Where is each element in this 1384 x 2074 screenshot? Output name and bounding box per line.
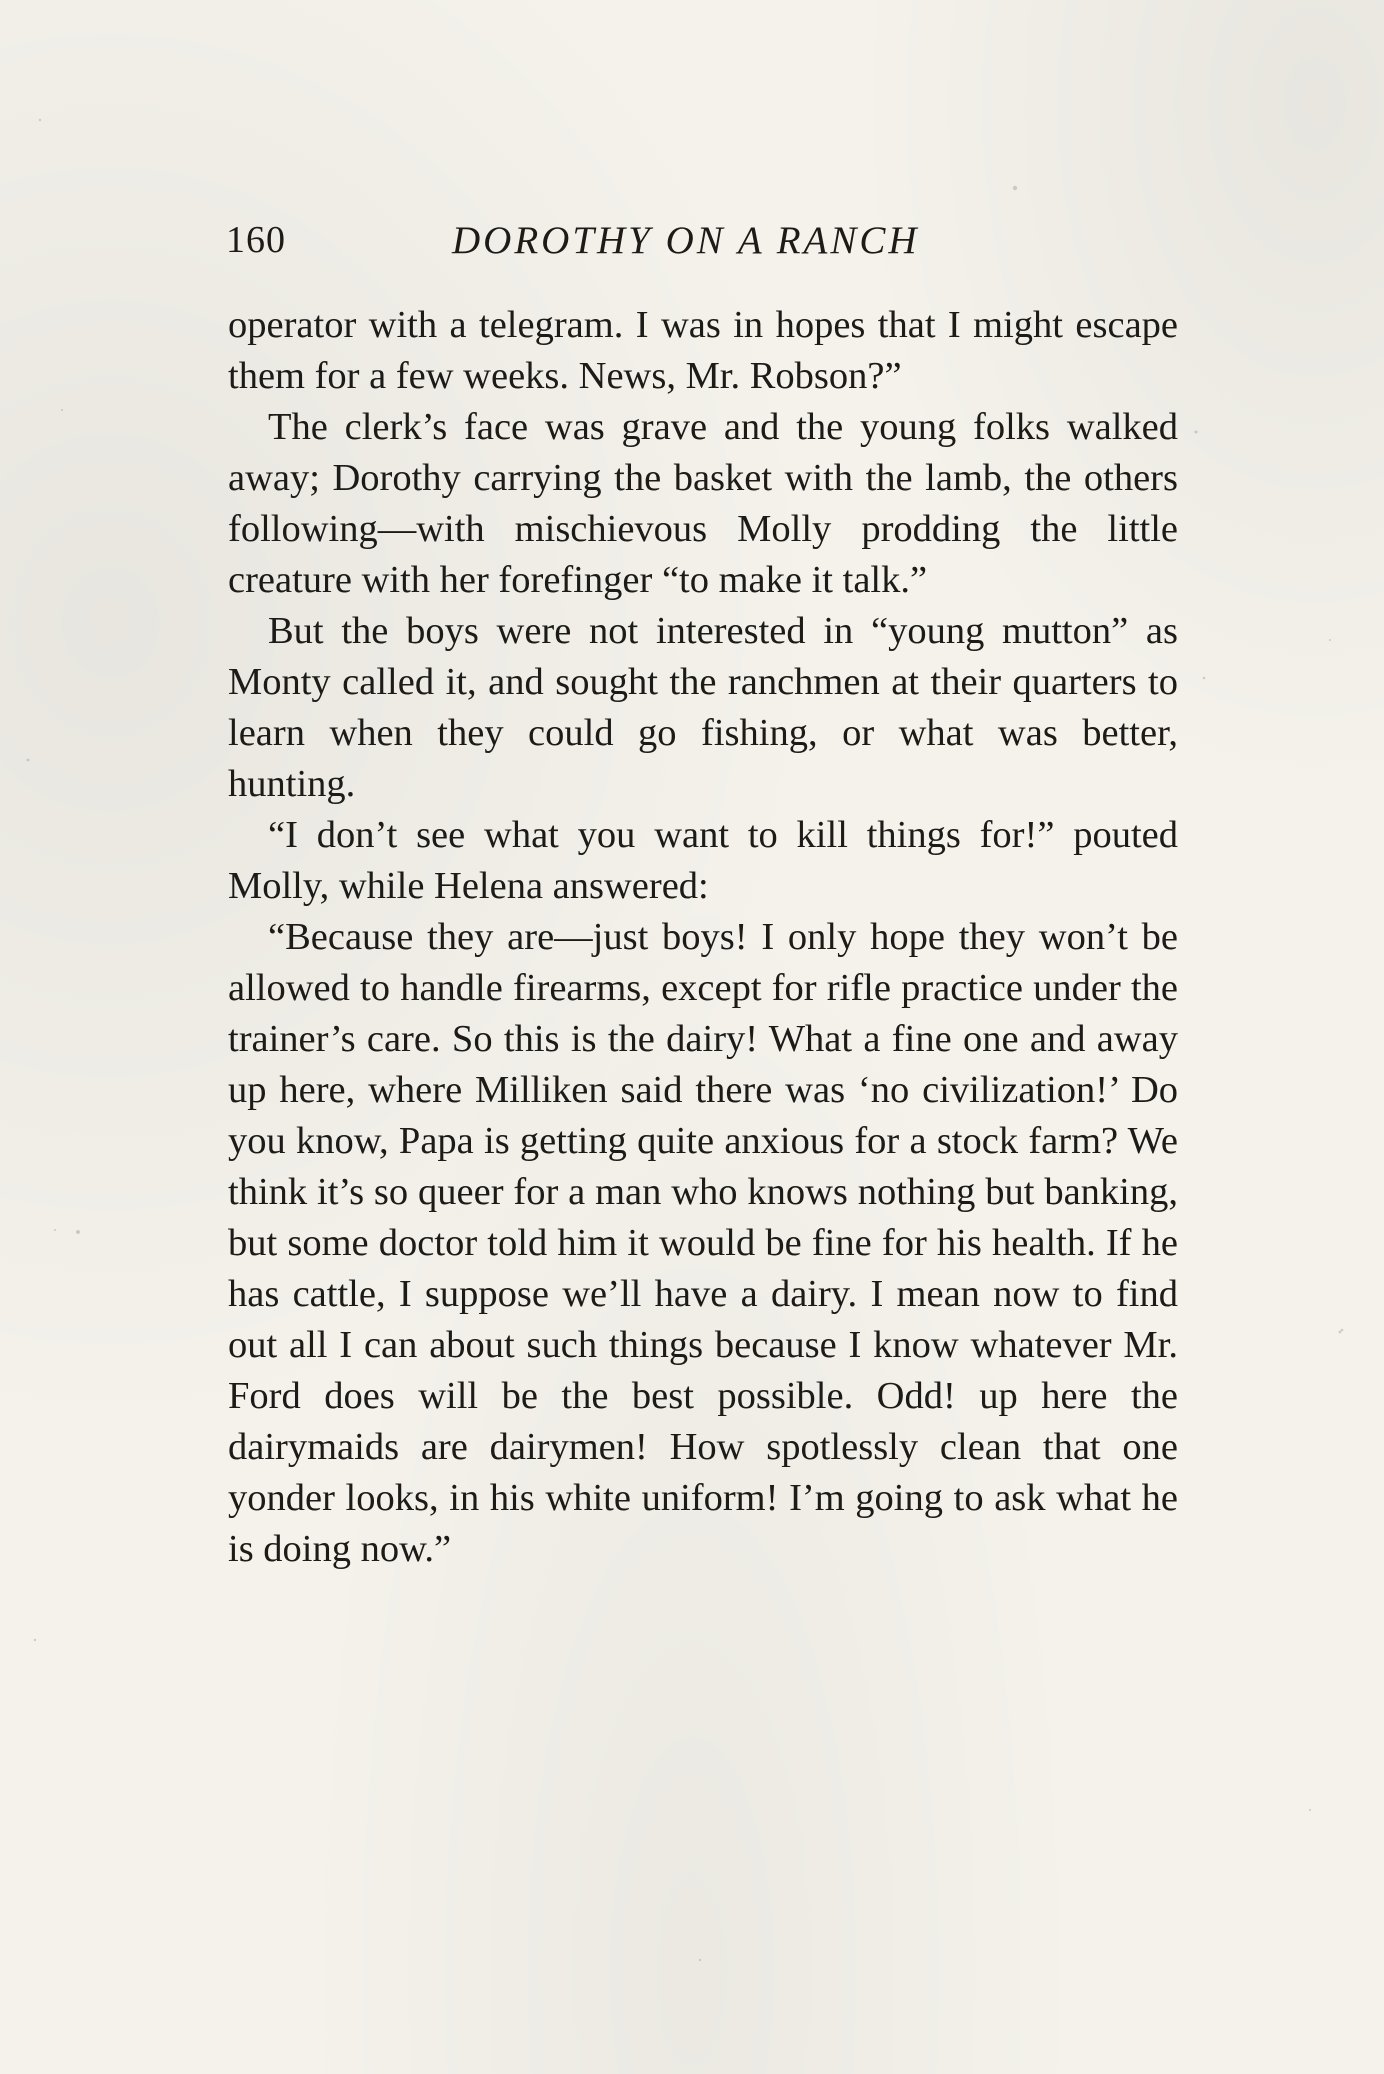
paragraph: “Because they are—just boys! I only hope they won’t be allowed to handle firearms, except for rifle practice under the trainer’s care. So this is the dairy! What a fine one and away up here, where Milliken said there was ‘no civilization!’ Do you know, Papa is getting quite anxious for a stock farm? We think it’s so queer for a man who knows nothing but banking, but some doctor told him it would be fine for his health. If he has cattle, I suppose we’ll have a dairy. I mean now to find out all I can about such things because I know whatever Mr. Ford does will be the best possible. Odd! up here the dairymaids are dairymen! How spotlessly clean that one yonder looks, in his white uniform! I’m going to ask what he is doing now.” [228,916,1178,1570]
paragraph: “I don’t see what you want to kill things for!” pouted Molly, while Helena answered: [228,814,1178,907]
page-number: 160 [226,219,286,261]
book-title: DOROTHY ON A RANCH [452,219,920,262]
body-text [228,300,1178,1575]
paragraph: But the boys were not interested in “young mutton” as Monty called it, and sought the ranchmen at their quarters to learn when they could go fishing, or what was better, hunting. [228,610,1178,805]
running-head [226,218,1186,278]
paragraph: The clerk’s face was grave and the young folks walked away; Dorothy carrying the basket with the lamb, the others following—with mischievous Molly prodding the little creature with her forefinger “to make it talk.” [228,406,1178,601]
paragraph: operator with a telegram. I was in hopes that I might escape them for a few weeks. News, Mr. Robson?” [228,304,1178,397]
